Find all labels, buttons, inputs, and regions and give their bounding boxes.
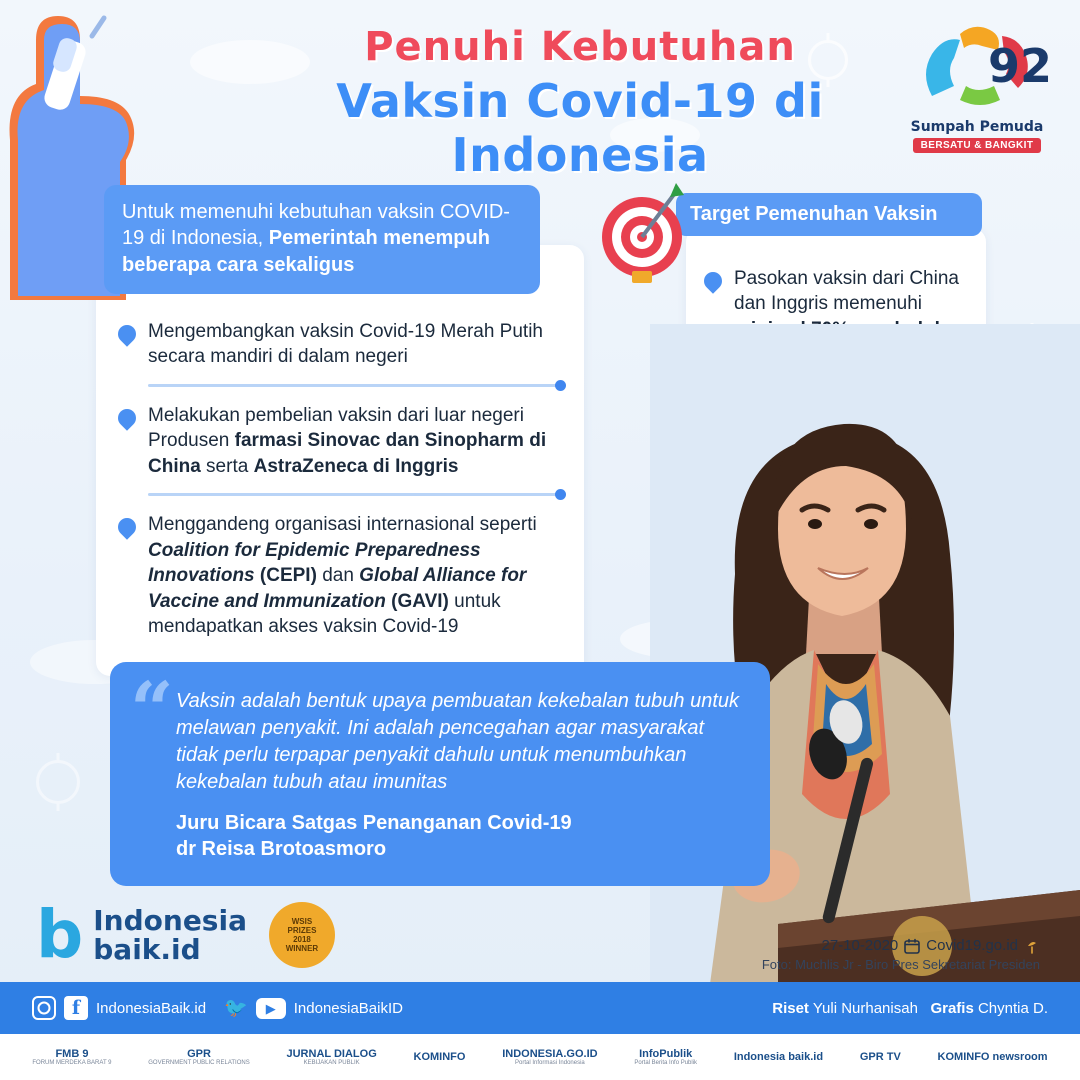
intro-banner <box>104 185 540 294</box>
youtube-icon[interactable]: ▶ <box>256 998 286 1019</box>
brand-mark: b <box>36 895 84 973</box>
partner-logo-strip <box>0 1034 1080 1080</box>
riset-label: Riset <box>772 999 809 1017</box>
decorative-virus-icon <box>36 760 80 804</box>
quote-attribution <box>176 810 740 862</box>
indonesiabaik-brand <box>36 895 335 973</box>
left-content-card <box>96 245 584 676</box>
list-divider <box>148 493 562 496</box>
list-item-text: Melakukan pembelian vaksin dari luar negeri Produsen farmasi Sinovac dan Sinopharm di China serta AstraZeneca di Inggris <box>148 404 547 477</box>
bullet-dot-icon <box>114 515 139 540</box>
credit-block <box>762 937 1040 972</box>
pin-icon <box>1024 938 1040 954</box>
credit-line <box>762 937 1040 954</box>
award-line-2: PRIZES <box>287 925 317 935</box>
production-credits <box>772 1000 1048 1017</box>
logo-name: Sumpah Pemuda <box>910 119 1044 135</box>
sumpah-pemuda-logo <box>902 16 1052 166</box>
partner-logo: GPR TV <box>859 1050 901 1063</box>
title-line-1: Penuhi Kebutuhan <box>364 24 796 70</box>
riset-name: Yuli Nurhanisah <box>812 999 918 1017</box>
social-twitter-youtube[interactable] <box>224 996 403 1020</box>
calendar-icon <box>904 938 920 954</box>
grafis-name: Chyntia D. <box>977 999 1048 1017</box>
svg-text:92: 92 <box>988 39 1052 93</box>
quote-text: Vaksin adalah bentuk upaya pembuatan kekebalan tubuh untuk melawan penyakit. Ini adalah pencegahan agar masyarakat tidak perlu terpapar penyakit dahulu untuk menumbuhkan kekebalan tubuh atau imunitas <box>176 690 740 793</box>
intro-bold: Pemerintah menempuh beberapa cara sekaligus <box>122 227 490 276</box>
quote-mark-icon: “ <box>130 665 174 754</box>
bullet-dot-icon <box>114 405 139 430</box>
brand-line-1: Indonesia <box>93 903 247 937</box>
list-item <box>118 399 562 489</box>
left-points-list <box>118 315 562 650</box>
sumpah-pemuda-mark <box>902 16 1052 112</box>
partner-logo: Indonesia baik.id <box>733 1050 824 1063</box>
wsis-award-badge <box>269 902 335 968</box>
bullet-dot-icon <box>700 268 725 293</box>
facebook-icon[interactable]: f <box>64 996 88 1020</box>
bullet-dot-icon <box>114 321 139 346</box>
social-handle-1: IndonesiaBaik.id <box>96 999 207 1017</box>
partner-logo: FMB 9 FORUM MERDEKA BARAT 9 <box>32 1047 112 1066</box>
list-divider <box>148 384 562 387</box>
instagram-icon[interactable] <box>32 996 56 1020</box>
partner-logo: GPR GOVERNMENT PUBLIC RELATIONS <box>148 1047 250 1066</box>
award-line-1: WSIS <box>291 916 313 926</box>
list-item <box>118 508 562 649</box>
list-item-text: Pasokan vaksin dari China dan Inggris memenuhi <box>734 268 959 315</box>
grafis-label: Grafis <box>930 999 974 1017</box>
title-block <box>250 24 910 182</box>
credit-photo: Foto: Muchlis Jr - Biro Pres Sekretariat Presiden <box>761 957 1040 972</box>
list-item <box>118 315 562 380</box>
partner-logo: InfoPublik Portal Berita Info Publik <box>634 1047 698 1066</box>
target-dartboard-icon <box>592 175 692 285</box>
target-heading: Target Pemenuhan Vaksin <box>676 193 982 236</box>
partner-logo: KOMINFO newsroom <box>937 1050 1048 1063</box>
partner-logo: INDONESIA.GO.ID Portal Informasi Indonesia <box>502 1047 598 1066</box>
brand-text <box>93 903 247 966</box>
twitter-icon[interactable]: 🐦 <box>224 998 248 1019</box>
social-handle-2: IndonesiaBaikID <box>293 999 403 1017</box>
quote-card <box>110 662 770 886</box>
credit-date: 27-10-2020 <box>821 937 899 954</box>
list-item-text: Menggandeng organisasi internasional seperti Coalition for Epidemic Preparedness Innovations (CEPI) dan Global Alliance for Vaccine and Immunization (GAVI) untuk mendapatkan akses vaksin Covid-19 <box>148 514 537 638</box>
list-item-text: Mengembangkan vaksin Covid-19 Merah Putih secara mandiri di dalam negeri <box>148 321 543 368</box>
partner-logo: JURNAL DIALOG KEBIJAKAN PUBLIK <box>286 1047 377 1066</box>
quote-role: Juru Bicara Satgas Penanganan Covid-19 <box>176 812 572 834</box>
partner-logo: KOMINFO <box>413 1050 466 1063</box>
title-line-2: Vaksin Covid-19 di Indonesia <box>336 74 824 182</box>
social-bar <box>0 982 1080 1034</box>
social-instagram-facebook[interactable] <box>32 996 206 1020</box>
intro-normal: Untuk memenuhi kebutuhan vaksin COVID-19 di Indonesia, <box>122 201 510 250</box>
award-line-4: WINNER <box>285 944 319 954</box>
brand-line-2: baik.id <box>93 933 201 966</box>
quote-name: dr Reisa Brotoasmoro <box>176 838 387 860</box>
award-line-3: 2018 <box>293 935 311 944</box>
logo-tagline: BERSATU & BANGKIT <box>913 138 1042 153</box>
credit-source: Covid19.go.id <box>926 937 1018 954</box>
